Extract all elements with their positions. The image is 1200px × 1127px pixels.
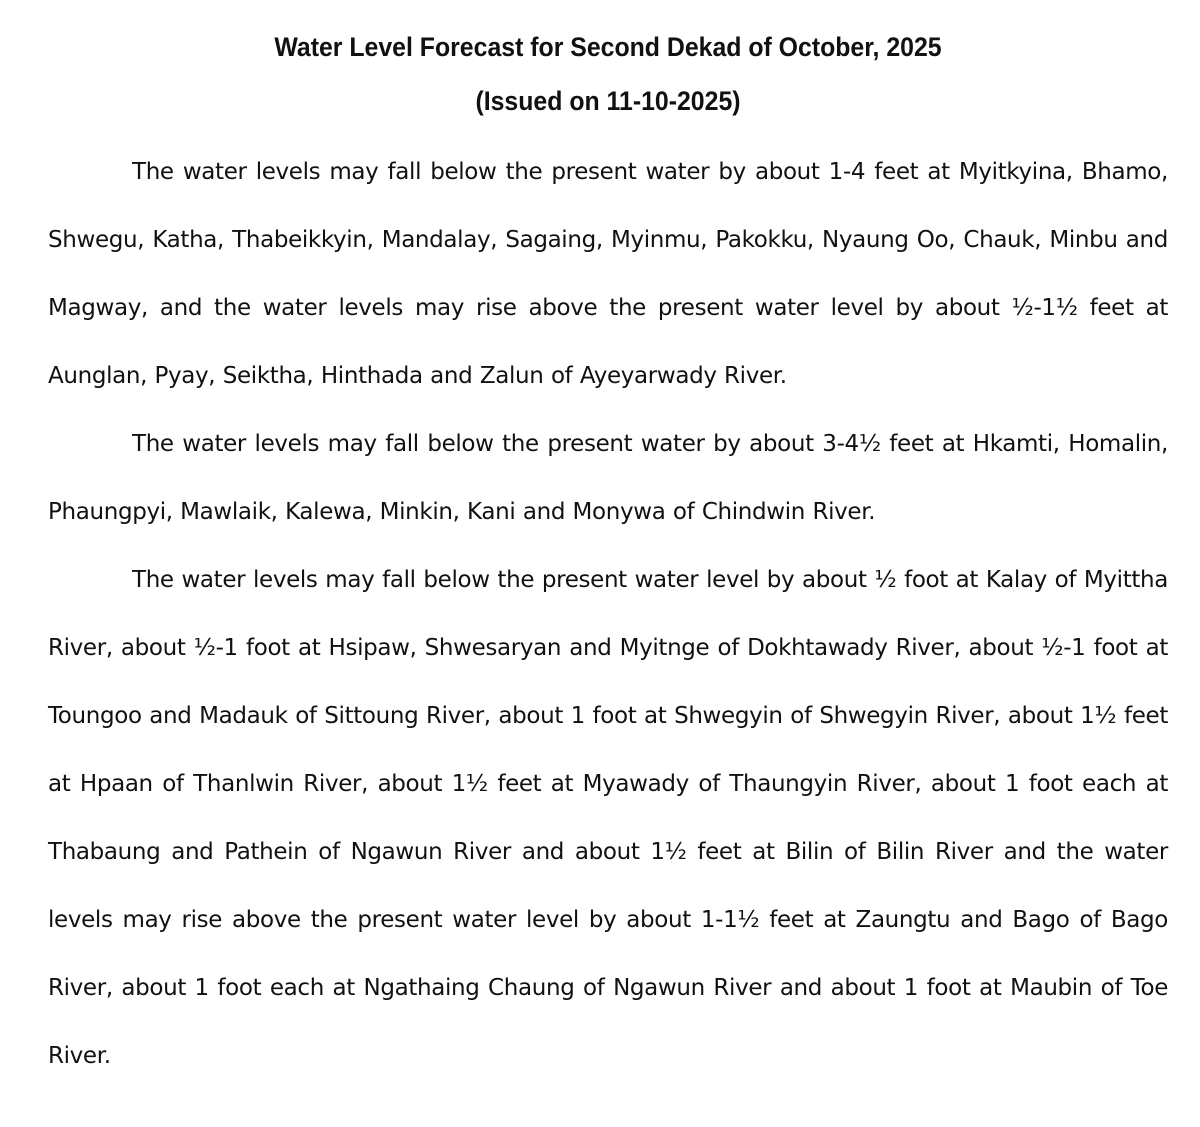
issued-date: (Issued on 11-10-2025): [475, 86, 741, 116]
paragraph-ayeyarwady: The water levels may fall below the present water by about 1-4 feet at Myitkyina, Bhamo, Shwegu, Katha, Thabeikkyin, Mandalay, Sagaing, Myinmu, Pakokku, Nyaung Oo, Chauk, Minbu and Magway, and the water levels may rise above the present water level by about ½-1½ feet at Aunglan, Pyay, Seiktha, Hinthada and Zalun of Ayeyarwady River.: [48, 159, 1168, 389]
title-block: [48, 28, 1168, 120]
document-title: Water Level Forecast for Second Dekad of October, 2025: [274, 32, 942, 62]
paragraph-other-rivers: The water levels may fall below the present water level by about ½ foot at Kalay of Myittha River, about ½-1 foot at Hsipaw, Shwesaryan and Myitnge of Dokhtawady River, about ½-1 foot at Toungoo and Madauk of Sittoung River, about 1 foot at Shwegyin of Shwegyin River, about 1½ feet at Hpaan of Thanlwin River, about 1½ feet at Myawady of Thaungyin River, about 1 foot each at Thabaung and Pathein of Ngawun River and about 1½ feet at Bilin of Bilin River and the water levels may rise above the present water level by about 1-1½ feet at Zaungtu and Bago of Bago River, about 1 foot each at Ngathaing Chaung of Ngawun River and about 1 foot at Maubin of Toe River.: [48, 567, 1168, 1069]
paragraph-chindwin: The water levels may fall below the present water by about 3-4½ feet at Hkamti, Homalin, Phaungpyi, Mawlaik, Kalewa, Minkin, Kani and Monywa of Chindwin River.: [48, 431, 1168, 525]
forecast-body: [48, 138, 1168, 1090]
